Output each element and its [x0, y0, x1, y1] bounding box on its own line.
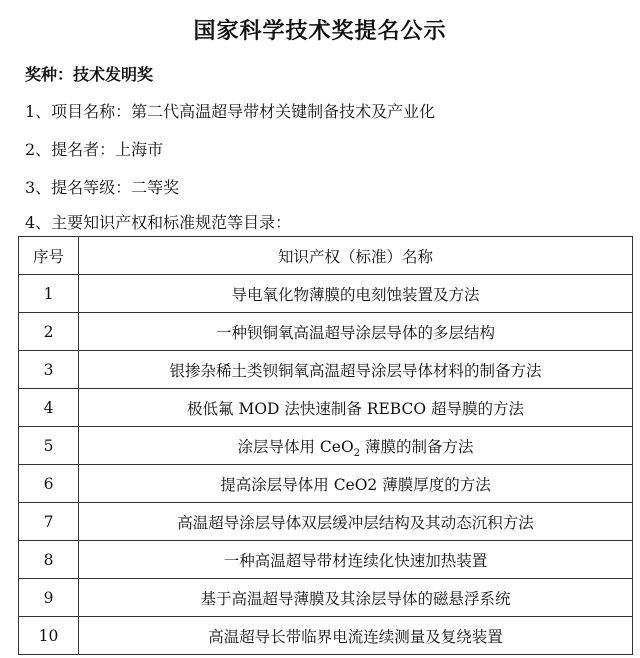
row-no: 4	[19, 389, 79, 427]
row-no: 2	[19, 313, 79, 351]
table-row	[19, 503, 633, 541]
header-name: 知识产权（标准）名称	[79, 237, 633, 275]
row-name: 极低氟 MOD 法快速制备 REBCO 超导膜的方法	[79, 389, 633, 427]
table-row	[19, 617, 633, 655]
table-row	[19, 313, 633, 351]
table-row	[19, 465, 633, 503]
row-name	[79, 427, 633, 465]
row-no: 7	[19, 503, 79, 541]
table-header-row	[19, 237, 633, 275]
page-title: 国家科学技术奖提名公示	[193, 19, 447, 44]
row-name: 提高涂层导体用 CeO2 薄膜厚度的方法	[79, 465, 633, 503]
row-name-post: 薄膜的制备方法	[360, 437, 474, 456]
award-type: 奖种：技术发明奖	[25, 65, 154, 84]
row-name: 一种钡铜氧高温超导涂层导体的多层结构	[79, 313, 633, 351]
ip-table	[18, 236, 633, 655]
nominator-line: 2、提名者：上海市	[25, 140, 164, 159]
table-row	[19, 541, 633, 579]
row-no: 10	[19, 617, 79, 655]
row-no: 3	[19, 351, 79, 389]
row-name: 高温超导涂层导体双层缓冲层结构及其动态沉积方法	[79, 503, 633, 541]
row-name-pre: 涂层导体用 CeO	[237, 437, 354, 456]
table-row	[19, 351, 633, 389]
row-no: 9	[19, 579, 79, 617]
row-name: 导电氧化物薄膜的电刻蚀装置及方法	[79, 275, 633, 313]
table-row	[19, 427, 633, 465]
header-no: 序号	[19, 237, 79, 275]
row-no: 1	[19, 275, 79, 313]
nomination-level-line: 3、提名等级：二等奖	[25, 178, 180, 197]
row-name: 高温超导长带临界电流连续测量及复绕装置	[79, 617, 633, 655]
row-name-sub: 2	[353, 447, 361, 459]
row-name: 一种高温超导带材连续化快速加热装置	[79, 541, 633, 579]
table-row	[19, 579, 633, 617]
table-row	[19, 389, 633, 427]
table-row	[19, 275, 633, 313]
row-name: 基于高温超导薄膜及其涂层导体的磁悬浮系统	[79, 579, 633, 617]
ip-catalog-line: 4、主要知识产权和标准规范等目录：	[25, 213, 292, 232]
row-no: 6	[19, 465, 79, 503]
row-no: 8	[19, 541, 79, 579]
row-no: 5	[19, 427, 79, 465]
project-name-line: 1、项目名称：第二代高温超导带材关键制备技术及产业化	[25, 102, 436, 121]
row-name: 银掺杂稀土类钡铜氧高温超导涂层导体材料的制备方法	[79, 351, 633, 389]
